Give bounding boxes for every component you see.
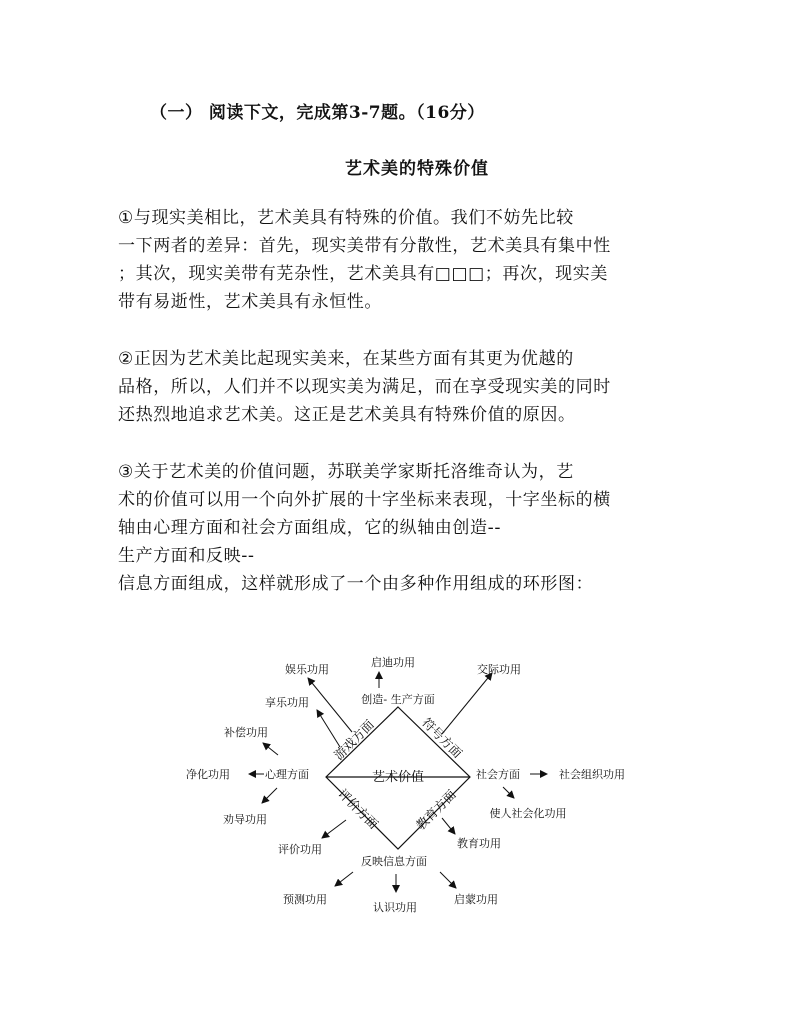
art-value-diagram (150, 640, 650, 930)
arrow-xiangle (317, 710, 340, 747)
function-qidi: 启迪功用 (371, 656, 415, 669)
section-heading: （一） 阅读下文，完成第3-7题。（16分） (150, 103, 485, 123)
side-label-bottom-right: 教育方面 (412, 786, 459, 833)
paragraph-line: ①与现实美相比，艺术美具有特殊的价值。我们不妨先比较 (118, 208, 574, 228)
paragraph-1 (118, 204, 666, 316)
paragraph-line: ②正因为艺术美比起现实美来，在某些方面有其更为优越的 (118, 349, 574, 369)
paragraph-line: 生产方面和反映-- (118, 546, 255, 566)
function-yuce: 预测功用 (283, 893, 327, 906)
paragraph-line: 一下两者的差异：首先，现实美带有分散性，艺术美具有集中性 (118, 236, 611, 256)
top-axis-label: 创造- 生产方面 (361, 693, 435, 706)
function-quandao: 劝导功用 (223, 813, 267, 826)
arrow-shiren (503, 787, 514, 798)
left-axis-label: 心理方面 (265, 768, 309, 781)
paragraph-line: ；其次，现实美带有芜杂性，艺术美具有□□□；再次，现实美 (118, 264, 608, 284)
side-label-top-left: 游戏方面 (330, 716, 377, 763)
function-buchang: 补偿功用 (224, 726, 268, 739)
paragraph-line: 还热烈地追求艺术美。这正是艺术美具有特殊价值的原因。 (118, 405, 576, 425)
paragraph-2 (118, 345, 666, 429)
paragraph-line: 带有易逝性，艺术美具有永恒性。 (118, 292, 382, 312)
function-xiangle: 享乐功用 (265, 696, 309, 709)
function-qimeng: 启蒙功用 (454, 893, 498, 906)
function-renshi: 认识功用 (373, 901, 417, 914)
paragraph-line: 轴由心理方面和社会方面组成，它的纵轴由创造-- (118, 518, 502, 538)
arrow-yule (308, 678, 352, 732)
function-pingjia: 评价功用 (278, 843, 322, 856)
arrow-jiaoyu (442, 818, 455, 834)
center-label: 艺术价值 (371, 770, 425, 785)
arrow-quandao (262, 788, 277, 803)
side-label-bottom-left: 评价方面 (335, 785, 382, 832)
right-axis-label: 社会方面 (476, 768, 520, 781)
function-jiaoyu: 教育功用 (457, 837, 501, 850)
paragraph-3 (118, 458, 666, 598)
paragraph-line: ③关于艺术美的价值问题，苏联美学家斯托洛维奇认为，艺 (118, 462, 574, 482)
arrow-yuce (335, 872, 353, 886)
paragraph-line: 术的价值可以用一个向外扩展的十字坐标来表现，十字坐标的横 (118, 490, 611, 510)
function-jiaoji: 交际功用 (477, 663, 521, 676)
function-shehuizuzhi: 社会组织功用 (559, 768, 625, 781)
bottom-axis-label: 反映信息方面 (361, 855, 427, 868)
paragraph-line: 品格，所以，人们并不以现实美为满足，而在享受现实美的同时 (118, 377, 611, 397)
arrow-jiaoji (442, 673, 492, 734)
function-jinghua: 净化功用 (186, 768, 230, 781)
function-shiren: 使人社会化功用 (489, 807, 567, 820)
arrow-qimeng (440, 872, 456, 888)
side-label-top-right: 符号方面 (419, 714, 466, 761)
function-yule: 娱乐功用 (285, 663, 329, 676)
paragraph-line: 信息方面组成，这样就形成了一个由多种作用组成的环形图： (118, 574, 594, 594)
arrow-buchang (263, 743, 278, 755)
arrow-pingjia (322, 820, 346, 838)
article-title: 艺术美的特殊价值 (345, 159, 489, 179)
